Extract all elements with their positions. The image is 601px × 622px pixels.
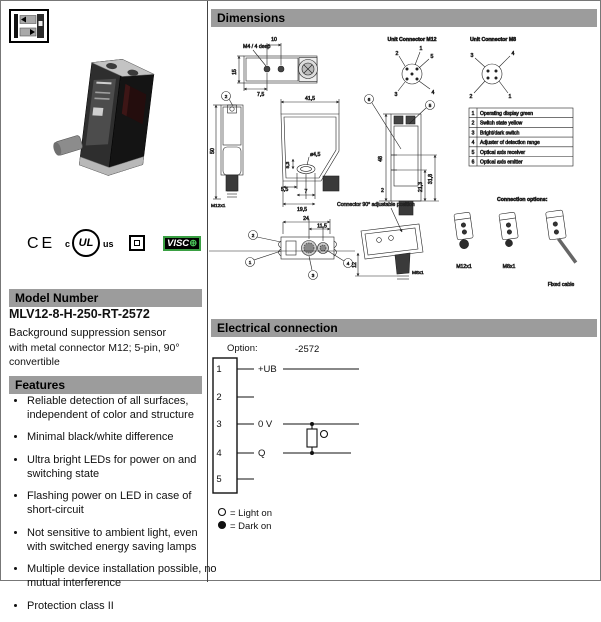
visco-plus-icon: ⊕: [189, 238, 198, 249]
connection-options-title: Connection options:: [497, 197, 548, 203]
pin-number: 5: [216, 474, 222, 485]
features-header: Features: [9, 376, 202, 394]
dim-label: 31,8: [428, 173, 434, 185]
dim-label: ø4,5: [310, 152, 321, 158]
ce-mark-icon: CE: [27, 235, 56, 252]
feature-item: • Not sensitive to ambient light, even with switched energy saving lamps: [27, 527, 219, 555]
legend-num: 4: [471, 140, 475, 147]
dim-label: 7,5: [257, 92, 265, 98]
model-number-value: MLV12-8-H-250-RT-2572: [9, 307, 150, 321]
feature-item: • Ultra bright LEDs for power on and switching state: [27, 454, 219, 482]
legend-num: 1: [471, 111, 475, 117]
visco-text: VISC: [167, 238, 190, 249]
light-on-symbol: [321, 431, 328, 438]
ul-circle-label: UL: [72, 229, 100, 257]
legend-text: Adjuster of detection range: [480, 140, 540, 147]
dim-label: M8x1: [412, 271, 424, 276]
legend-num: 3: [471, 130, 475, 137]
callout-label: 6: [367, 97, 371, 102]
dim-label: 5,5: [281, 187, 289, 193]
connection-option-label: M8x1: [502, 264, 516, 270]
dim-label: 21,3: [418, 181, 424, 193]
legend-num: 5: [471, 149, 475, 156]
model-description-line2: with metal connector M12; 5-pin, 90° convertible: [9, 342, 180, 368]
connector-title: Unit Connector M8: [469, 37, 517, 43]
pin-label: 2: [395, 51, 399, 57]
legend-text: Bright/dark switch: [480, 130, 520, 137]
dim-label: 48: [378, 156, 384, 162]
legend-text: Optical axis receiver: [480, 149, 526, 156]
front-view-drawing: [281, 96, 339, 213]
m8-pinout-diagram: [470, 37, 517, 100]
side-view-left-drawing: [210, 92, 243, 210]
m12-pinout-diagram: [388, 37, 437, 98]
feature-item: • Minimal black/white difference: [27, 431, 219, 445]
feature-item: • Multiple device installation possible, no mutual interference: [27, 563, 219, 591]
brand-logo-icon: [9, 9, 49, 43]
side-view-right-drawing: [365, 95, 440, 216]
legend-text: Operating display green: [480, 111, 534, 117]
drawing-note: Connector 90° adjustable position: [337, 202, 415, 208]
dim-label: 10: [271, 37, 277, 43]
pin-label: 3: [470, 53, 474, 59]
electrical-connection-header: Electrical connection: [211, 319, 597, 337]
cul-us-mark-icon: [65, 227, 114, 259]
dim-label: 15: [232, 69, 238, 75]
option-value: -2572: [295, 344, 320, 355]
callout-label: 1: [248, 260, 252, 265]
dim-label: 24: [303, 216, 309, 222]
pin-label: 2: [469, 94, 473, 100]
electrical-diagram: [211, 339, 471, 549]
pin-label: 3: [394, 92, 398, 98]
features-list: [9, 395, 222, 622]
dimensions-header: Dimensions: [211, 9, 597, 27]
feature-item: • Reliable detection of all surfaces, independent of color and structure: [27, 395, 219, 423]
ul-us-label: us: [103, 239, 114, 249]
dim-label: 19,5: [296, 207, 308, 213]
product-photo: [53, 45, 179, 195]
feature-item: • Flashing power on LED in case of short-circuit: [27, 490, 219, 518]
protection-class-ii-icon: [129, 235, 145, 251]
dim-label: 5,3: [286, 161, 291, 169]
pin-number: 1: [216, 364, 222, 375]
callout-label: 2: [251, 233, 255, 238]
pin-label: 5: [430, 54, 434, 60]
dimensions-drawing: [209, 29, 601, 317]
pin-signal-label: +UB: [258, 364, 277, 375]
connection-option-label: Fixed cable: [547, 282, 575, 288]
legend-num: 6: [471, 159, 475, 166]
legend-dark-on: = Dark on: [230, 521, 272, 532]
legend-light-on: = Light on: [230, 508, 272, 519]
dim-label: M4 / 4 deep: [243, 44, 271, 50]
legend-text: Optical axis emitter: [480, 159, 523, 166]
rear-view-drawing: [246, 216, 353, 280]
visco-badge: [163, 236, 201, 251]
callout-label: 2: [224, 94, 228, 99]
pin-signal-label: Q: [258, 448, 266, 459]
pin-number: 3: [216, 419, 222, 430]
connector-title: Unit Connector M12: [387, 37, 437, 43]
callout-label: 4: [346, 261, 350, 266]
legend-table: [469, 108, 573, 166]
ul-c-label: c: [65, 239, 71, 249]
legend-num: 2: [471, 120, 475, 127]
pin-number: 4: [216, 448, 222, 459]
callout-label: 5: [428, 103, 432, 108]
pin-label: 1: [419, 46, 423, 52]
connection-options: [454, 197, 576, 288]
dim-label: M12x1: [211, 204, 226, 209]
model-number-header: Model Number: [9, 289, 202, 307]
certification-row: [21, 227, 201, 259]
dim-label: 2: [381, 188, 384, 194]
rotated-connector-drawing: [209, 202, 424, 279]
pin-number: 2: [216, 392, 222, 403]
top-view-drawing: [232, 37, 318, 98]
pin-signal-label: 0 V: [258, 419, 273, 430]
model-description-line1: Background suppression sensor: [9, 327, 167, 339]
feature-item: • Protection class II: [27, 600, 219, 614]
dim-label: 41,5: [304, 96, 316, 102]
legend-text: Switch state yellow: [480, 120, 523, 127]
dim-label: 12: [352, 262, 358, 268]
dim-label: 50: [210, 148, 216, 154]
connection-option-label: M12x1: [456, 264, 472, 270]
electrical-legend: [219, 508, 273, 532]
pin-label: 1: [508, 94, 512, 100]
pin-label: 4: [511, 51, 515, 57]
dim-label: 11,5: [317, 223, 327, 230]
callout-label: 3: [311, 273, 315, 278]
dim-label: 7: [304, 189, 308, 195]
pin-label: 4: [431, 90, 435, 96]
load-symbol: [307, 422, 317, 455]
option-label: Option:: [227, 343, 258, 354]
